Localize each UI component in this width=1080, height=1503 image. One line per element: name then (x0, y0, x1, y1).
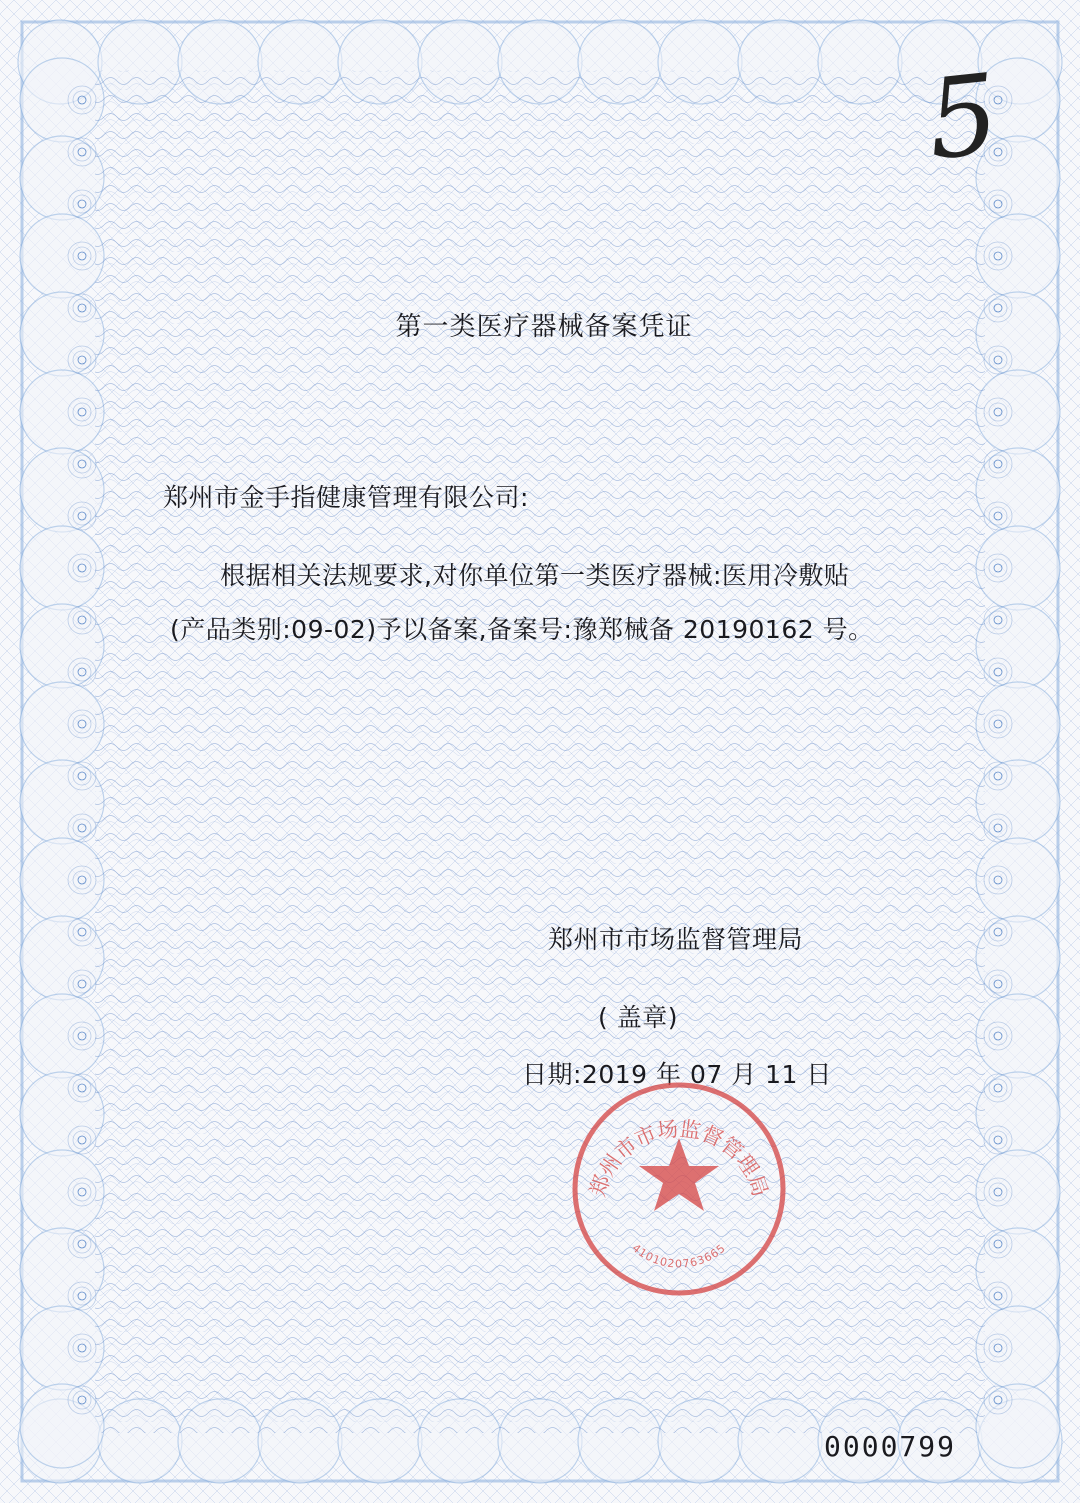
body-line-2: (产品类别:09-02)予以备案,备案号:豫郑械备 20190162 号。 (170, 615, 874, 644)
issue-date: 日期:2019 年 07 月 11 日 (522, 1060, 832, 1089)
certificate-title: 第一类医疗器械备案凭证 (395, 312, 693, 342)
stamp-star-icon (639, 1138, 719, 1211)
body-line-1: 根据相关法规要求,对你单位第一类医疗器械:医用冷敷贴 (220, 561, 850, 590)
seal-note: ( 盖章) (598, 1003, 678, 1032)
official-seal-stamp (568, 1078, 790, 1300)
serial-number: 0000799 (824, 1430, 957, 1463)
stamp-authority-text: 郑州市市场监督管理局 (585, 1116, 773, 1200)
issuing-authority: 郑州市市场监督管理局 (548, 925, 804, 954)
handwritten-page-number: 5 (921, 49, 1005, 185)
stamp-code-text: 4101020763665 (629, 1241, 729, 1271)
recipient-company: 郑州市金手指健康管理有限公司: (163, 483, 529, 512)
